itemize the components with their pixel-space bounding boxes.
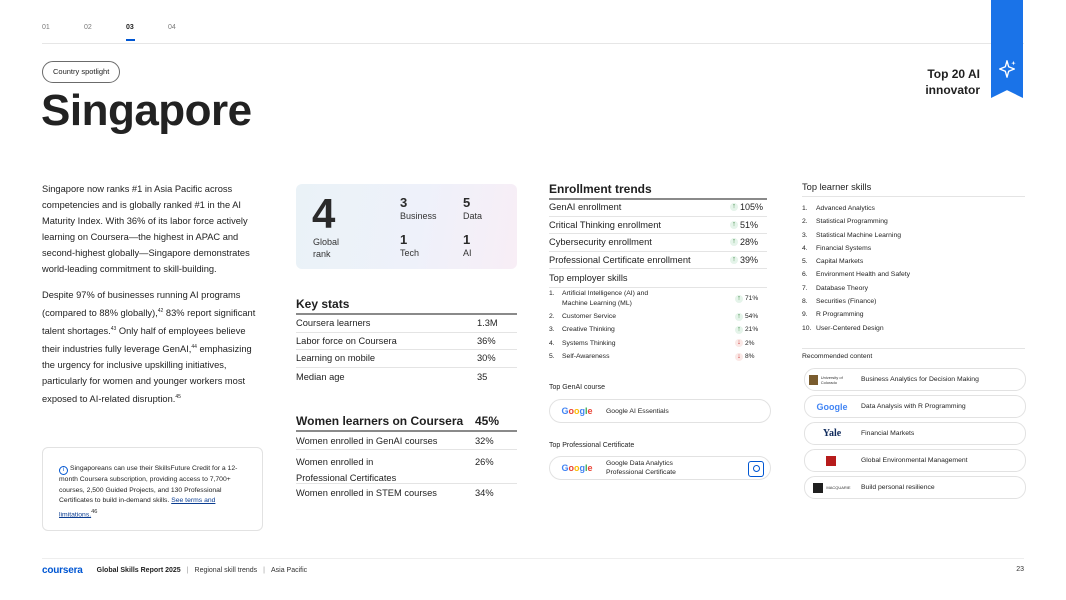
coursera-logo: coursera [42, 565, 83, 576]
women-table [296, 432, 517, 502]
list-item: 2. Customer Service ↑ 54% [549, 312, 759, 320]
data-rank: 5 Data [463, 195, 483, 221]
list-item: 5. Capital Markets [802, 258, 864, 266]
ribbon-badge [991, 0, 1023, 98]
nav-tab-02[interactable]: 02 [84, 24, 92, 31]
table-row: Critical Thinking enrollment ↑ 51% [549, 217, 767, 235]
global-rank-label: Global rank [313, 237, 340, 259]
footnote-ref: 45 [175, 394, 181, 401]
nav-divider [42, 43, 1024, 44]
table-row: Women enrolled in STEM courses 34% [296, 488, 494, 498]
country-title: Singapore [41, 86, 252, 135]
info-icon: i [59, 466, 68, 475]
top-genai-course-label: Top GenAI course [549, 384, 606, 391]
footer-section: Regional skill trends [194, 567, 258, 574]
rank-card [296, 184, 517, 269]
recommended-title: Recommended content [802, 353, 873, 360]
women-learners-value: 45% [475, 414, 500, 428]
list-item: 1. Advanced Analytics [802, 205, 875, 212]
sparkle-icon [996, 58, 1018, 80]
footer-region: Asia Pacific [271, 567, 308, 574]
enrollment-trends-title: Enrollment trends [549, 182, 652, 196]
list-item: 1. Artificial Intelligence (AI) and Machine Learning (ML) ↑ 71% [549, 290, 759, 307]
arrow-up-icon: ↑ [730, 203, 738, 211]
footnote-ref: 42 [157, 308, 164, 314]
innovator-badge-text [925, 66, 980, 98]
learner-skills-title: Top learner skills [802, 182, 872, 192]
intro-paragraph-1: Singapore now ranks #1 in Asia Pacific across competencies and is globally ranked #1 in the AI Maturity Index. With 36% of its labor force actively learning on Coursera—the highest in APAC and second-highest globally—Singapore demonstrates world-leading commitment to skill-building. [42, 184, 250, 274]
cert-course-card[interactable] [549, 456, 771, 480]
nav-tab-04[interactable]: 04 [168, 24, 176, 31]
country-spotlight-pill: Country spotlight [42, 61, 120, 83]
arrow-down-icon: ↓ [735, 339, 743, 347]
table-row: Coursera learners 1.3M [296, 315, 517, 333]
skillsfuture-note: i Singaporeans can use their SkillsFuture Credit for a 12-month Coursera subscription, providing access to 7,700+ courses, 2,500 Guided Projects, and 130 Professional Certificates to build in-demand skills. See terms and limitations.$^{46}$ [42, 447, 263, 531]
employer-skills-list [549, 289, 767, 365]
recommended-item[interactable]: Google Data Analysis with R Programming [804, 395, 1026, 418]
google-logo: G o o g l e [554, 460, 600, 476]
list-item: 3. Creative Thinking ↑ 21% [549, 326, 759, 334]
women-learners-title: Women learners on Coursera [296, 414, 464, 428]
table-row: Women enrolled in Professional Certificates 26% [296, 450, 517, 484]
employer-rule [549, 287, 767, 288]
employer-skills-title: Top employer skills [549, 273, 628, 283]
global-rank-value: 4 [312, 190, 336, 237]
business-rank: 3 Business [400, 195, 437, 221]
list-item: 4. Systems Thinking ↓ 2% [549, 339, 755, 347]
page-number: 23 [1016, 566, 1024, 573]
recommended-item[interactable]: Yale Financial Markets [804, 422, 1026, 445]
table-row: Labor force on Coursera 36% [296, 333, 517, 351]
recommended-item[interactable]: Global Environmental Management [804, 449, 1026, 472]
badge-line-1: Top 20 AI [927, 67, 980, 81]
enrollment-table [549, 199, 767, 269]
recommended-rule [802, 348, 1025, 349]
arrow-down-icon: ↓ [735, 353, 743, 361]
intro-paragraph-2: Despite 97% of businesses running AI programs (compared to 88% globally),$^{42}$ 83% report significant talent shortages.$^{43}$ Only half of employees believe their industries fully leverage GenAI,$^{44}$ emphasizing the urgency for inclusive upskilling initiatives, particularly for women and younger workers most exposed to AI-related disruption.$^{45}$ [42, 290, 256, 405]
key-stats-table [296, 315, 517, 385]
table-row: Learning on mobile 30% [296, 350, 517, 368]
learner-skills-rule [802, 196, 1025, 197]
table-row: GenAI enrollment ↑ 105% [549, 199, 767, 217]
nav-tab-01[interactable]: 01 [42, 24, 50, 31]
table-row: Cybersecurity enrollment ↑ 28% [549, 234, 767, 252]
list-item: 2. Statistical Programming [802, 218, 888, 226]
key-stats-title: Key stats [296, 297, 350, 311]
footer: coursera Global Skills Report 2025 | Regional skill trends | Asia Pacific [42, 565, 308, 576]
section-nav [42, 24, 210, 37]
badge-line-2: innovator [925, 83, 980, 97]
arrow-up-icon: ↑ [730, 221, 738, 229]
nav-tab-03[interactable]: 03 [126, 24, 168, 37]
macquarie-logo: MACQUARIE [809, 480, 855, 495]
footer-divider [42, 558, 1024, 559]
google-logo: Google [816, 401, 848, 412]
intro-text [42, 181, 264, 417]
arrow-up-icon: ↑ [730, 256, 738, 264]
top-cert-label: Top Professional Certificate [549, 442, 635, 449]
table-row: Women enrolled in GenAI courses 32% [296, 432, 517, 450]
list-item: 10. User-Centered Design [802, 324, 884, 332]
table-row: Median age 35 [296, 371, 488, 382]
recommended-item[interactable]: MACQUARIE Build personal resilience [804, 476, 1026, 499]
list-item: 7. Database Theory [802, 284, 869, 292]
learner-skills-list [802, 202, 1025, 335]
terms-link[interactable]: See terms and limitations. [59, 497, 216, 519]
footnote-ref: 44 [191, 344, 197, 351]
list-item: 5. Self-Awareness ↓ 8% [549, 352, 755, 360]
arrow-up-icon: ↑ [730, 238, 738, 246]
arrow-up-icon: ↑ [735, 295, 743, 303]
genai-course-card[interactable] [549, 399, 771, 423]
google-logo: G o o g l e [554, 403, 600, 419]
ai-rank: 1 AI [463, 232, 472, 258]
certificate-icon [748, 461, 764, 477]
footnote-ref: 43 [110, 326, 117, 333]
arrow-up-icon: ↑ [735, 313, 743, 321]
university-logo-icon: University of Colorado [809, 372, 855, 387]
footer-report-title: Global Skills Report 2025 [96, 567, 181, 574]
genai-course-title: Google AI Essentials [606, 407, 669, 415]
arrow-up-icon: ↑ [735, 326, 743, 334]
list-item: 9. R Programming [802, 311, 864, 319]
recommended-item[interactable]: University of Colorado Business Analytics for Decision Making [804, 368, 1026, 391]
table-row: Professional Certificate enrollment ↑ 39% [549, 252, 767, 270]
cert-course-title: Google Data Analytics Professional Certificate [606, 460, 676, 476]
list-item: 3. Statistical Machine Learning [802, 231, 902, 239]
list-item: 4. Financial Systems [802, 244, 872, 252]
list-item: 6. Environment Health and Safety [802, 271, 911, 279]
tech-rank: 1 Tech [400, 232, 420, 258]
list-item: 8. Securities (Finance) [802, 298, 877, 306]
yale-logo: Yale [822, 428, 842, 439]
university-logo-icon [809, 453, 855, 468]
